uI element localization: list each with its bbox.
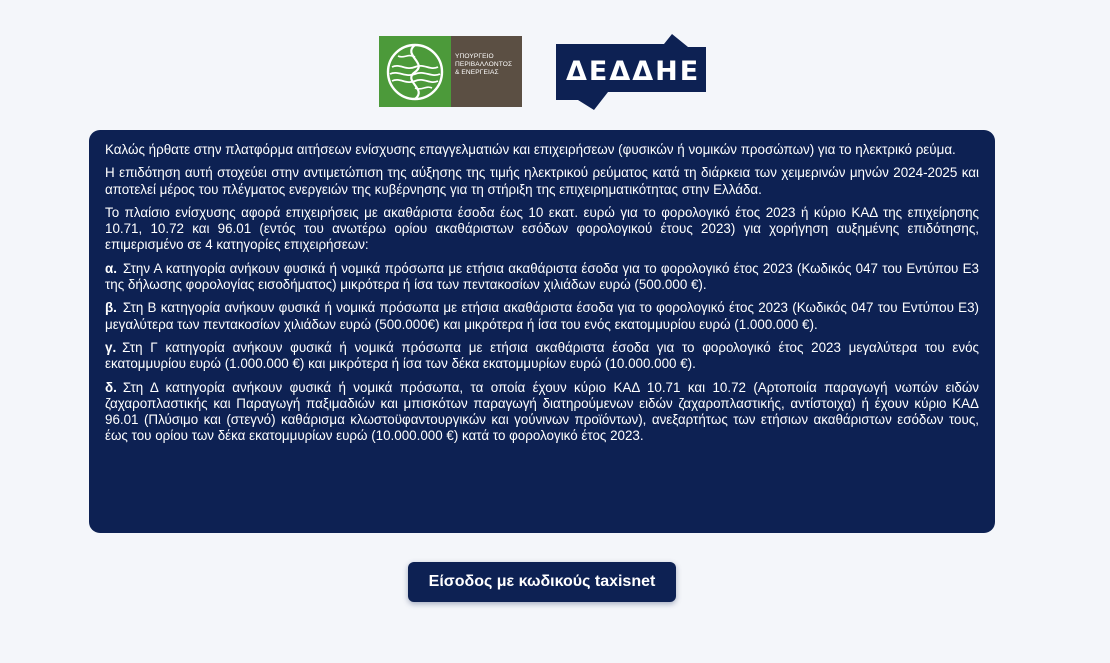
ministry-name-line-3: & ΕΝΕΡΓΕΙΑΣ bbox=[455, 69, 499, 76]
logos-header bbox=[0, 34, 1110, 110]
category-item bbox=[105, 380, 979, 445]
category-letter: δ. bbox=[105, 379, 117, 395]
category-letter: α. bbox=[105, 260, 117, 276]
ministry-name-line-1: ΥΠΟΥΡΓΕΙΟ bbox=[455, 53, 494, 60]
ministry-emblem-icon bbox=[379, 36, 451, 107]
category-text: Στην Α κατηγορία ανήκουν φυσικά ή νομικά πρόσωπα με ετήσια ακαθάριστα έσοδα για το φορολογικό έτος 2023 (Κωδικός 047 του Εντύπου Ε3 της δήλωσης φορολογίας εισοδήματος) μικρότερα ή ίσα των πεντακοσίων χιλιάδων ευρώ (500.000 €). bbox=[105, 260, 979, 293]
operator-name: ΔΕΔΔΗΕ bbox=[566, 56, 701, 87]
category-letter: β. bbox=[105, 300, 117, 316]
category-text: Στη Γ κατηγορία ανήκουν φυσικά ή νομικά πρόσωπα με ετήσια ακαθάριστα έσοδα για το φορολογικό έτος 2023 μεγαλύτερα του ενός εκατομμυρίου ευρώ (1.000.000 €) και μικρότερα ή ίσα των δέκα εκατομμυρίων ευρώ (10.000.000 €). bbox=[105, 339, 979, 372]
category-text: Στη Β κατηγορία ανήκουν φυσικά ή νομικά πρόσωπα με ετήσια ακαθάριστα έσοδα για το φορολογικό έτος 2023 (Κωδικός 047 του Εντύπου Ε3) μεγαλύτερα των πεντακοσίων χιλιάδων ευρώ (500.000€) και μικρότερα ή ίσα του ενός εκατομμυρίου ευρώ (1.000.000 €). bbox=[105, 300, 979, 332]
category-item bbox=[105, 261, 979, 294]
category-item bbox=[105, 300, 979, 333]
purpose-text: Η επιδότηση αυτή στοχεύει στην αντιμετώπιση της αύξησης της τιμής ηλεκτρικού ρεύματος κατά τη διάρκεια των χειμερινών μηνών 2024-2025 και αποτελεί μέρος του πλέγματος ενεργειών της κυβέρνησης για τη στήριξη της επιχειρηματικότητας στην Ελλάδα. bbox=[105, 165, 979, 197]
category-text: Στη Δ κατηγορία ανήκουν φυσικά ή νομικά πρόσωπα, τα οποία έχουν κύριο ΚΑΔ 10.71 και 10.72 (Αρτοποιία παραγωγή νωπών ειδών ζαχαροπλαστικής και Παραγωγή παξιμαδιών και μπισκότων παραγωγή διατηρούμενων ειδών ζαχαροπλαστικής, αντίστοιχα) ή έχουν κύριο ΚΑΔ 96.01 (Πλύσιμο και (στεγνό) καθάρισμα κλωστοϋφαντουργικών και γούνινων προϊόντων), ανεξαρτήτως των ετήσιων ακαθάριστων εσόδων τους, έως του ορίου των δέκα εκατομμυρίων ευρώ (10.000.000 €) κατά το φορολογικό έτος 2023. bbox=[105, 379, 979, 444]
scope-text: Το πλαίσιο ενίσχυσης αφορά επιχειρήσεις με ακαθάριστα έσοδα έως 10 εκατ. ευρώ για το φορολογικό έτος 2023 ή κύριο ΚΑΔ της επιχείρησης 10.71, 10.72 και 96.01 (εντός του ανωτέρω ορίου ακαθάριστων εσόδων φορολογικού έτους 2023) για χορήγηση αυξημένης επιδότησης, επιμερισμένο σε 4 κατηγορίες επιχειρήσεων: bbox=[105, 204, 979, 253]
intro-text: Καλώς ήρθατε στην πλατφόρμα αιτήσεων ενίσχυσης επαγγελματιών και επιχειρήσεων (φυσικών ή νομικών προσώπων) για το ηλεκτρικό ρεύμα. bbox=[105, 142, 956, 157]
taxisnet-login-button[interactable]: Είσοδος με κωδικούς taxisnet bbox=[408, 562, 676, 602]
category-letter: γ. bbox=[105, 339, 117, 355]
category-item bbox=[105, 340, 979, 373]
ministry-logo bbox=[379, 36, 522, 107]
ministry-name-line-2: ΠΕΡΙΒΑΛΛΟΝΤΟΣ bbox=[455, 61, 513, 68]
info-panel bbox=[89, 130, 995, 533]
ministry-name bbox=[451, 36, 522, 107]
